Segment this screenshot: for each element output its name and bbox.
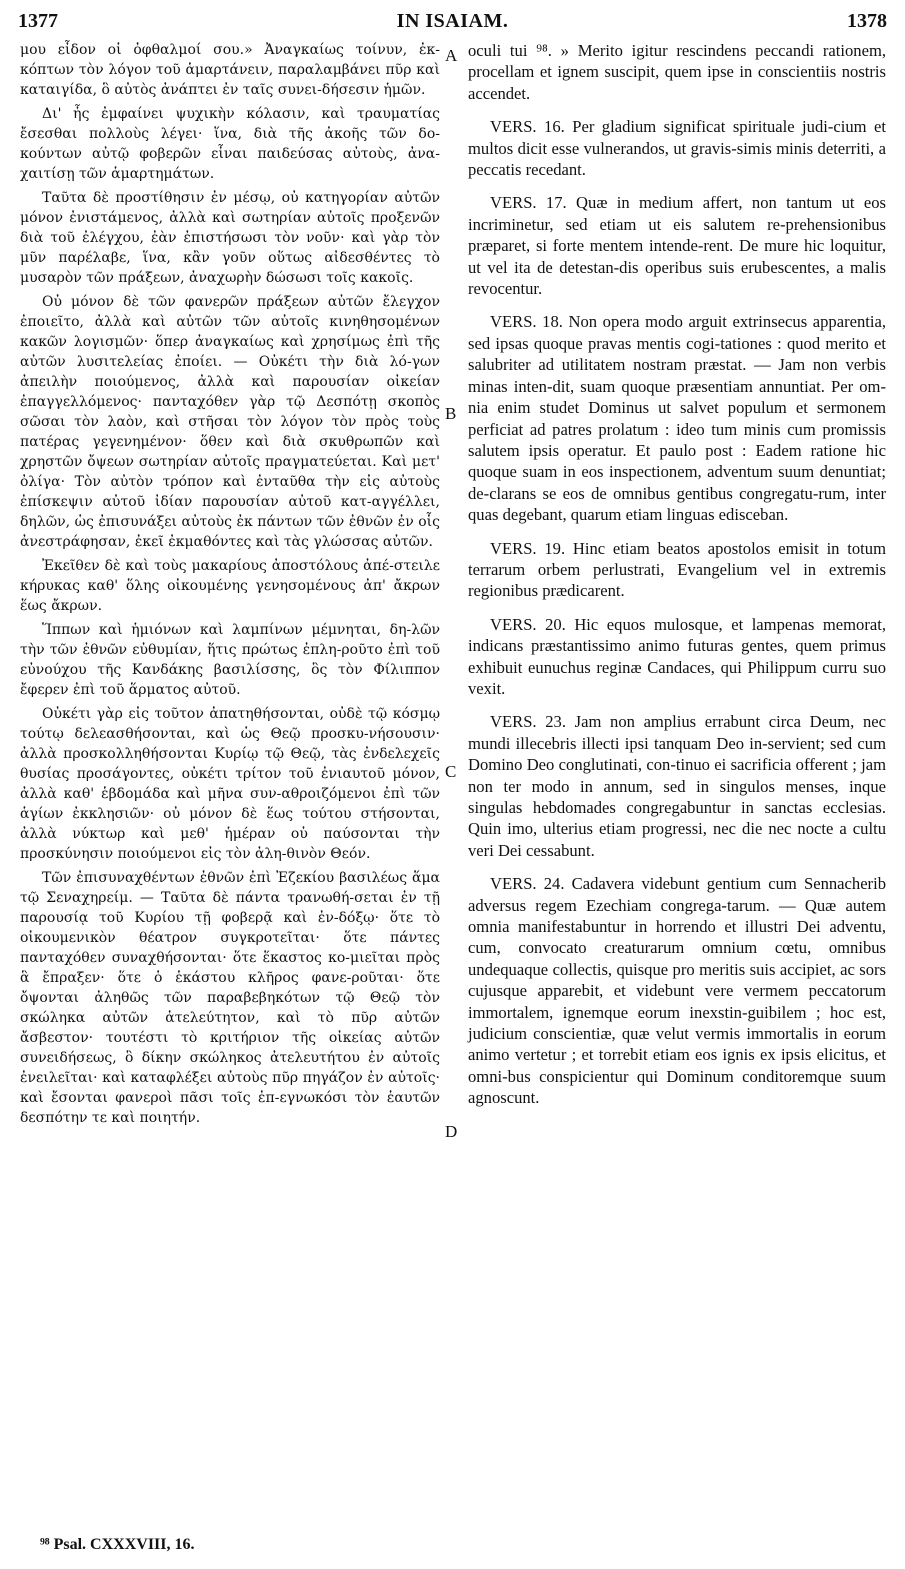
latin-paragraph: VERS. 17. Quæ in medium affert, non tantum ut eos incriminetur, sed etiam ut eis salutem re-prehensionibus præparet, si forte mentem intende-rent. De mure hic loquitur, ut vel ita de detestan-dis operibus suis erubescentes, a malis revocentur. xyxy=(468,193,886,299)
greek-column xyxy=(20,40,440,1132)
latin-column xyxy=(468,40,886,1121)
greek-paragraph: Ταῦτα δὲ προστίθησιν ἐν μέσῳ, οὐ κατηγορίαν αὐτῶν μόνον ἐνιστάμενος, ἀλλὰ καὶ σωτηρίαν αὐτοῖς προξενῶν διὰ τοῦ ἐλέγχου, ἐὰν ἐπιστήσωσι τὸν νοῦν· καὶ γὰρ τὸν μῦν παρέλαβε, ἵνα, κἂν γοῦν οὕτως αἰδεσθέντες τὸ μυσαρὸν τῶν πράξεων, ἀναχωρὴν δώσωσι τοῖς κακοῖς. xyxy=(20,190,440,286)
section-marker-c: C xyxy=(445,762,457,781)
running-title: IN ISAIAM. xyxy=(396,10,509,32)
greek-paragraph: Δι' ἧς ἐμφαίνει ψυχικὴν κόλασιν, καὶ τραυματίας ἔσεσθαι πολλοὺς λέγει· ἵνα, διὰ τῆς ἀκοῆς τῶν δο-κούντων αὐτῷ φοβερῶν εἶναι παιδεύσας αὐτοὺς, ἀνα-χαιτίσῃ τῶν ἁμαρτημάτων. xyxy=(20,106,440,182)
section-marker-d: D xyxy=(445,1122,458,1141)
greek-paragraph: Οὐκέτι γὰρ εἰς τοῦτον ἀπατηθήσονται, οὐδὲ τῷ κόσμῳ τούτῳ δελεασθήσονται, καὶ ὡς Θεῷ προσκυ-νήσουσιν· ἀλλὰ προσκολληθήσονται Κυρίῳ τῷ Θεῷ, τὰς ἐνδελεχεῖς θυσίας προσάγοντες, οὐκέτι τρίτον τοῦ ἐνιαυτοῦ μόνον, ἀλλὰ καθ' ἑβδομάδα καὶ μῆνα συν-αθροιζόμενοι ἐπὶ τῶν ἁγίων ἐκκλησιῶν· οὐ μόνον δὲ ἕως τούτου στήσονται, ἀλλὰ νύκτωρ καὶ μεθ' ἡμέραν οὐ παύσονται τὴν προσκύνησιν ποιούμενοι εἰς τὸν ἀλη-θινὸν Θεόν. xyxy=(20,706,440,862)
greek-paragraph: Ἐκεῖθεν δὲ καὶ τοὺς μακαρίους ἀποστόλους ἀπέ-στειλε κήρυκας καθ' ὅλης οἰκουμένης γενησομένους ἀπ' ἄκρων ἕως ἄκρων. xyxy=(20,558,440,614)
footnote: ⁹⁸ Psal. CXXXVIII, 16. xyxy=(40,1536,195,1553)
latin-paragraph: VERS. 20. Hic equos mulosque, et lampenas memorat, indicans præstantissimo animo futuras gentes, quem primus exhibuit eunuchus reginæ Candaces, qui Philippum curru suo vexit. xyxy=(468,614,886,698)
greek-paragraph: Τῶν ἐπισυναχθέντων ἐθνῶν ἐπὶ Ἐζεκίου βασιλέως ἅμα τῷ Σεναχηρείμ. — Ταῦτα δὲ πάντα τρανωθή-σεται ἐν τῇ παρουσίᾳ τοῦ Κυρίου τῇ φοβερᾷ καὶ ἐν-δόξῳ· ὅτε τὸ οἰκουμενικὸν θέατρον συγκροτεῖται· ὅτε πάντες πανταχόθεν συναχθήσονται· ὅτε ἕκαστος κο-μιεῖται πρὸς ἃ ἔπραξεν· ὅτε ὁ ἑκάστου κλῆρος φανε-ροῦται· ὅτε ὄψονται ἀληθῶς τῶν παραβεβηκότων τῷ Θεῷ τὸν σκώληκα αὐτῶν ἀτελεύτητον, καὶ τὸ πῦρ αὐτῶν ἄσβεστον· τουτέστι τὸ κριτήριον τῆς οἰκείας αὐτῶν συνειδήσεως, ὃ δίκην σκώληκος ἀτελευτήτου ἐν αὐτοῖς ἐνειλεῖται· καὶ καταφλέξει αὐτοὺς πῦρ πηγάζον ἐν αὐτοῖς· καὶ ἔσονται φανεροὶ πᾶσι τοῖς ἐπ-εγνωκόσι τὸν ἑαυτῶν δεσπότην τε καὶ ποιητήν. xyxy=(20,870,440,1126)
greek-paragraph: Ἵππων καὶ ἡμιόνων καὶ λαμπίνων μέμνηται, δη-λῶν τὴν τῶν ἐθνῶν εὐθυμίαν, ἥτις πρώτως ἐπλη-ροῦτο ἐπὶ τοῦ εὐνούχου τῆς Κανδάκης βασιλίσσης, ὃς τὸν Φίλιππον ἔφερεν ἐπὶ τοῦ ἅρματος αὐτοῦ. xyxy=(20,622,440,698)
greek-paragraph: Οὐ μόνον δὲ τῶν φανερῶν πράξεων αὐτῶν ἔλεγχον ἐποιεῖτο, ἀλλὰ καὶ αὐτῶν τῶν αὐτοῖς κινηθησομένων κακῶν λογισμῶν· ὅπερ ἀναγκαίως καὶ χρησίμως ἐπὶ τῆς αὐτῶν λυσιτελείας ἐποίει. — Οὐκέτι τὴν διὰ λό-γων ἀπειλὴν ποιούμενος, ἀλλὰ καὶ παρουσίαν οἰκείαν ἐπαγγελλόμενος· πανταχόθεν γὰρ τῷ Δεσπότῃ σκοπὸς σῶσαι τὸν λαὸν, καὶ στῆσαι τὸν λόγον τὸν πρὸς τοὺς πατέρας γεγενημένον· ὅθεν καὶ διὰ σκυθρωπῶν καὶ χρηστῶν ὄψεων σωτηρίαν αὐτοῖς πραγματεύεται. Καὶ μετ' ὀλίγα· Τὸν αὐτὸν τρόπον καὶ ἐνταῦθα τὴν εἰς αὐτοὺς ἐπίσκεψιν αὐτοῦ ἰδίαν παρουσίαν αὐτοῦ κατ-αγγέλλει, δηλῶν, ὡς ἐπισυνάξει αὐτοὺς ἐκ πάντων τῶν ἐθνῶν ἐν οἷς ἀνεστράφησαν, ἐκεῖ ἐκμαθόντες καὶ τὰς γλώσσας αὐτῶν. xyxy=(20,294,440,550)
latin-paragraph: VERS. 24. Cadavera videbunt gentium cum Sennacherib adversus regem Ezechiam congrega-tarum. — Quæ autem omnia manifestabuntur in horrendo et illustri Dei adventu, cum, convocato creaturarum omnium cœtu, omnibus undequaque collectis, quisque pro meritis suis accipiet, ac sors cujusque apparebit, et videbunt vere vermem peccatorum immortalem, ignemque eorum inexstin-guibilem ; hoc est, judicium conscientiæ, quæ velut vermis immortalis in eorum animo vertetur ; et torrebit etiam eos ignis ex ipsis elicitus, et omni-bus conspicientur qui Dominum conditoremque suum agnoscunt. xyxy=(468,874,886,1108)
column-number-left: 1377 xyxy=(18,10,58,32)
column-number-right: 1378 xyxy=(847,10,887,32)
latin-paragraph: VERS. 23. Jam non amplius errabunt circa Deum, nec mundi illecebris illecti ipsi tanquam Deo in-servient; sed cum Domino Deo conglutinati, con-tinuo ei sacrificia offerent ; jam non ter modo in annum, sed in singulos menses, inque singulas hebdomades congregabuntur in sanctas ecclesias. Quin imo, ulterius etiam progressi, nec die nec nocte a cultu veri Dei cessabunt. xyxy=(468,712,886,860)
latin-paragraph: VERS. 18. Non opera modo arguit extrinsecus apparentia, sed ipsas quoque pravas mentis cogi-tationes : quod merito et salubriter ad utilitatem nostram præstat. — Jam non verbis minas inten-dit, suam quoque præsentiam annuntiat. Per om-nia enim studet Dominus ut salvet populum et sermonem perficiat ad patres prolatum : ideo tum minis cum promissis salutem ipsis operatur. Et paulo post : Eadem ratione hic quoque suam in eos inspectionem, adventum suum denuntiat; de-clarans se eos de omnibus gentibus congregatu-rum, inter quas degebant, quarum etiam linguas edisceban. xyxy=(468,312,886,525)
greek-paragraph: μου εἶδον οἱ ὀφθαλμοί σου.» Ἀναγκαίως τοίνυν, ἐκ-κόπτων τὸν λόγον τοῦ ἁμαρτάνειν, παραλαμβάνει πῦρ καὶ καταιγίδα, ὃ αὐτὸς ἀνάπτει ἐν ταῖς συνει-δήσεσιν ἡμῶν. xyxy=(20,42,440,98)
latin-paragraph: oculi tui ⁹⁸. » Merito igitur rescindens peccandi rationem, procellam et ignem suscipit, quem ipse in conscientiis nostris accendet. xyxy=(468,41,886,103)
latin-paragraph: VERS. 19. Hinc etiam beatos apostolos emisit in totum terrarum orbem perlustrati, Evangelium vel in extremis regionibus prædicarent. xyxy=(468,538,886,601)
section-marker-b: B xyxy=(445,404,457,423)
section-markers xyxy=(441,0,463,1569)
section-marker-a: A xyxy=(445,46,458,65)
latin-paragraph: VERS. 16. Per gladium significat spirituale judi-cium et multos dicit esse vulnerandos, ut gravis-simis minis deterriti, a peccatis recedant. xyxy=(468,117,886,180)
